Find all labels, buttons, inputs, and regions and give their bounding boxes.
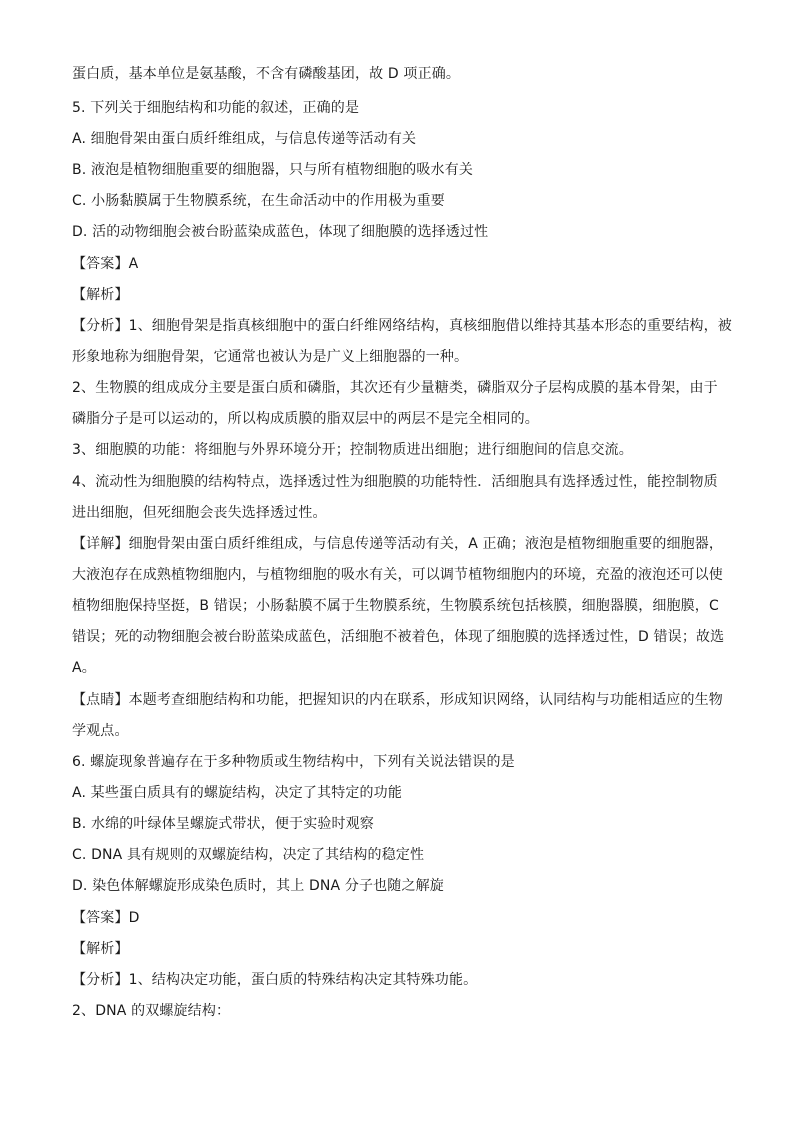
text-line: 形象地称为细胞骨架，它通常也被认为是广义上细胞器的一种。	[72, 349, 469, 365]
text-line: 2、DNA 的双螺旋结构：	[72, 1003, 231, 1019]
text-line: 蛋白质，基本单位是氨基酸，不含有磷酸基团，故 D 项正确。	[72, 66, 461, 82]
answer-label: 【答案】D	[72, 910, 140, 926]
question-5-stem: 5. 下列关于细胞结构和功能的叙述，正确的是	[72, 100, 360, 116]
text-line: 植物细胞保持坚挺，B 错误；小肠黏膜不属于生物膜系统，生物膜系统包括核膜，细胞器膜，细胞膜，C	[72, 598, 719, 614]
text-line: 2、生物膜的组成成分主要是蛋白质和磷脂，其次还有少量糖类，磷脂双分子层构成膜的基本骨架，由于	[72, 380, 718, 396]
text-line: 错误；死的动物细胞会被台盼蓝染成蓝色，活细胞不被着色，体现了细胞膜的选择透过性，D 错误；故选	[72, 629, 725, 645]
question-6-option-b: B. 水绵的叶绿体呈螺旋式带状，便于实验时观察	[72, 816, 374, 832]
question-6-option-d: D. 染色体解螺旋形成染色质时，其上 DNA 分子也随之解旋	[72, 878, 444, 894]
analysis-label: 【解析】	[72, 287, 129, 303]
text-line: 大液泡存在成熟植物细胞内，与植物细胞的吸水有关，可以调节植物细胞内的环境，充盈的液泡还可以使	[72, 567, 723, 583]
text-line: 3、细胞膜的功能：将细胞与外界环境分开；控制物质进出细胞；进行细胞间的信息交流。	[72, 442, 633, 458]
text-line: 【点睛】本题考查细胞结构和功能，把握知识的内在联系，形成知识网络，认同结构与功能相适应的生物	[72, 692, 723, 708]
text-line: 进出细胞，但死细胞会丧失选择透过性。	[72, 505, 327, 521]
question-5-option-a: A. 细胞骨架由蛋白质纤维组成，与信息传递等活动有关	[72, 131, 417, 147]
answer-label: 【答案】A	[72, 256, 139, 272]
question-6-option-c: C. DNA 具有规则的双螺旋结构，决定了其结构的稳定性	[72, 847, 425, 863]
text-line: 【详解】细胞骨架由蛋白质纤维组成，与信息传递等活动有关，A 正确；液泡是植物细胞重要的细胞器，	[72, 536, 724, 552]
text-line: 磷脂分子是可以运动的，所以构成质膜的脂双层中的两层不是完全相同的。	[72, 411, 539, 427]
text-line: 4、流动性为细胞膜的结构特点，选择透过性为细胞膜的功能特性．活细胞具有选择透过性，能控制物质	[72, 474, 718, 490]
text-line: A。	[72, 660, 96, 676]
question-6-option-a: A. 某些蛋白质具有的螺旋结构，决定了其特定的功能	[72, 785, 402, 801]
question-5-option-d: D. 活的动物细胞会被台盼蓝染成蓝色，体现了细胞膜的选择透过性	[72, 224, 489, 240]
text-line: 【分析】1、结构决定功能，蛋白质的特殊结构决定其特殊功能。	[72, 972, 478, 988]
question-5-option-b: B. 液泡是植物细胞重要的细胞器，只与所有植物细胞的吸水有关	[72, 162, 474, 178]
text-line: 【分析】1、细胞骨架是指真核细胞中的蛋白纤维网络结构，真核细胞借以维持其基本形态的重要结构，被	[72, 318, 732, 334]
text-line: 学观点。	[72, 723, 129, 739]
question-6-stem: 6. 螺旋现象普遍存在于多种物质或生物结构中，下列有关说法错误的是	[72, 754, 515, 770]
analysis-label: 【解析】	[72, 941, 129, 957]
question-5-option-c: C. 小肠黏膜属于生物膜系统，在生命活动中的作用极为重要	[72, 193, 445, 209]
